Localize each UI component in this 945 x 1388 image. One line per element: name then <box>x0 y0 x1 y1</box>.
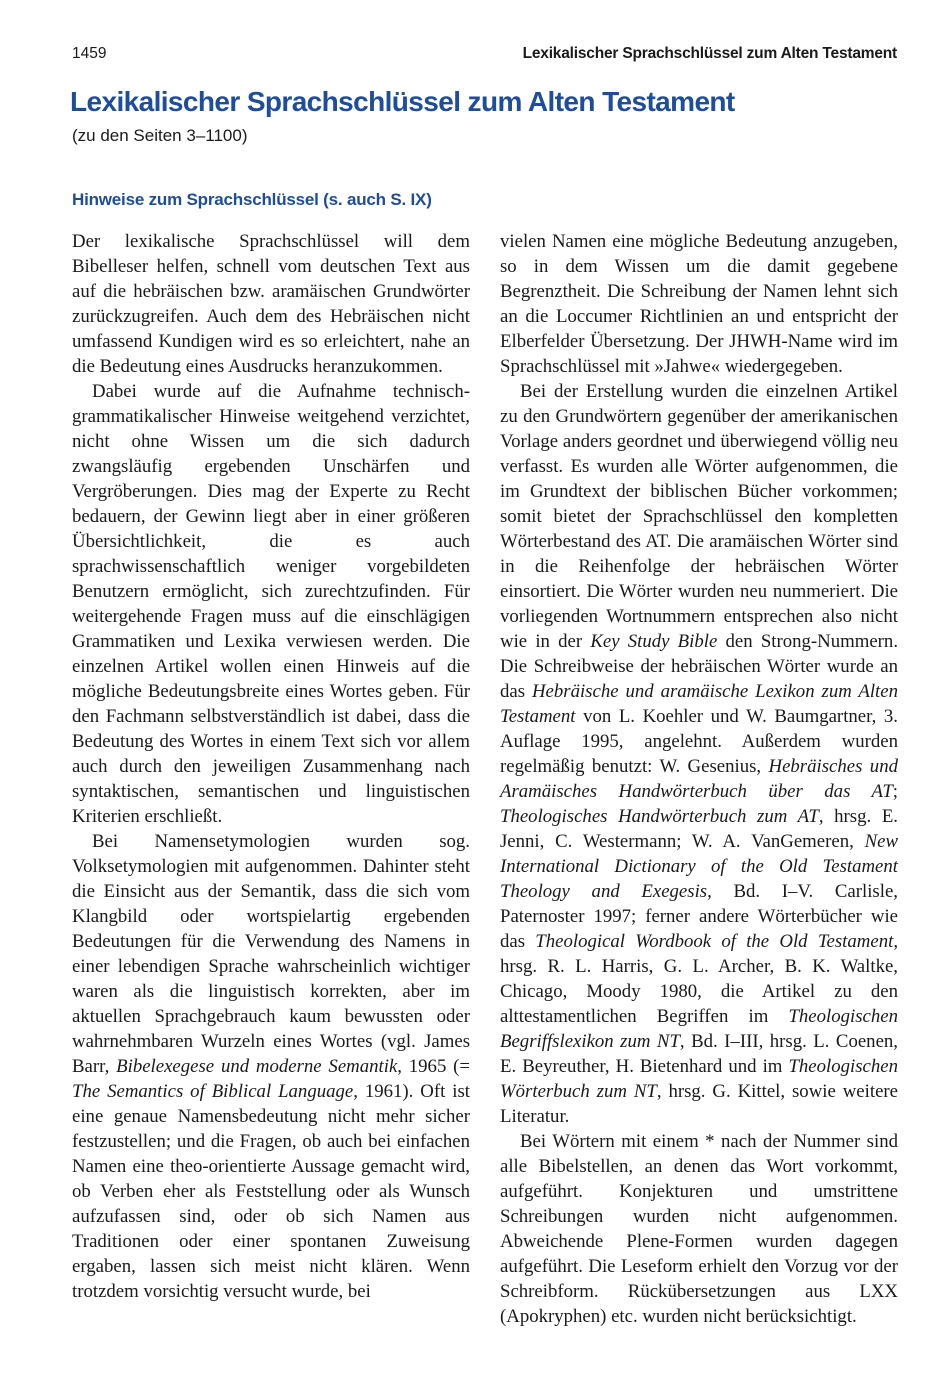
paragraph <box>500 379 898 1129</box>
paragraph: Der lexikalische Sprachschlüssel will dem Bibelleser helfen, schnell vom deutschen Text aus auf die hebräischen bzw. aramäischen Grundwörter zurückzugreifen. Auch dem des Hebräischen nicht umfassend Kundigen wird es so erleichtert, nahe an die Bedeutung eines Ausdrucks heranzukommen. <box>72 231 470 377</box>
page-title: Lexikalischer Sprachschlüssel zum Alten Testament <box>70 86 735 117</box>
paragraph: vielen Namen eine mögliche Bedeutung anzugeben, so in dem Wissen um die damit gegebene Begrenztheit. Die Schreibung der Namen lehnt sich an die Loccumer Richtlinien an und entspricht der Elberfelder Übersetzung. Der JHWH-Name wird im Sprachschlüssel mit »Jahwe« wiedergegeben. <box>500 231 898 377</box>
running-head <box>72 45 897 67</box>
italic-citation: Theologisches Handwörterbuch zum AT <box>500 806 819 827</box>
text-run: , Bd. I–III, hrsg. L. Coenen, E. Beyreuther, H. Bietenhard und im <box>500 1031 898 1077</box>
italic-citation: New International Dictionary of the Old Testament Theology and Exegesis <box>500 831 898 902</box>
running-head-title: Lexikalischer Sprachschlüssel zum Alten Testament <box>522 45 897 62</box>
italic-citation: Theologischen Wörterbuch zum NT <box>500 1056 898 1102</box>
text-run: ; <box>892 781 898 802</box>
paragraph: Dabei wurde auf die Aufnahme technisch-grammatikalischer Hinweise weitgehend verzichtet, nicht ohne Wissen um die sich dadurch zwangsläufig ergebenden Unschärfen und Vergröberungen. Dies mag der Experte zu Recht bedauern, der Gewinn liegt aber in einer größeren Übersichtlichkeit, die es auch sprachwissenschaftlich weniger vorgebildeten Benutzern ermöglicht, sich zurechtzufinden. Für weitergehende Fragen muss auf die einschlägigen Grammatiken und Lexika verwiesen werden. Die einzelnen Artikel wollen einen Hinweis auf die mögliche Bedeutungsbreite eines Wortes geben. Für den Fachmann selbstverständlich ist dabei, dass die Bedeutung des Wortes in einem Text sich vor allem auch durch den jeweiligen Zusammenhang nach syntaktischen, semantischen und linguistischen Kriterien erschließt. <box>72 381 470 827</box>
section-heading: Hinweise zum Sprachschlüssel (s. auch S. IX) <box>72 190 432 209</box>
page-subtitle: (zu den Seiten 3–1100) <box>72 126 248 145</box>
paragraph: Bei Wörtern mit einem * nach der Nummer sind alle Bibelstellen, an denen das Wort vorkommt, aufgeführt. Konjekturen und umstrittene Schreibungen wurden nicht aufgenommen. Abweichende Plene-Formen wurden dagegen aufgeführt. Die Leseform erhielt den Vorzug vor der Schreibform. Rückübersetzungen aus LXX (Apokryphen) etc. wurden nicht berücksichtigt. <box>500 1131 898 1327</box>
text-run: , hrsg. E. Jenni, C. Westermann; W. A. VanGemeren, <box>500 806 898 852</box>
italic-citation: Bibelexegese und moderne Semantik <box>116 1056 398 1077</box>
text-run: den Strong-Nummern. Die Schreibweise der hebräischen Wörter wurde an das <box>500 631 899 702</box>
text-run: von L. Koehler und W. Baumgartner, 3. Auflage 1995, angelehnt. Außerdem wurden regelmäßig benutzt: W. Gesenius, <box>500 706 898 777</box>
text-run: , 1961). Oft ist eine genaue Namensbedeutung nicht mehr sicher festzustellen; und die Fragen, ob auch bei einfachen Namen eine theo-orientierte Aussage gemacht wird, ob Verben eher als Feststellung oder als Wunsch aufzufassen sind, oder ob sich Namen aus Traditionen oder einer spontanen Zuweisung ergaben, lassen sich meist nicht klären. Wenn trotzdem vorsichtig versucht wurde, bei <box>72 1081 470 1302</box>
text-run: , 1965 (= <box>397 1056 470 1077</box>
text-run: , hrsg. G. Kittel, sowie weitere Literatur. <box>500 1081 898 1127</box>
text-run: , hrsg. R. L. Harris, G. L. Archer, B. K. Waltke, Chicago, Moody 1980, die Artikel zu den alttestamentlichen Begriffen im <box>500 931 899 1027</box>
paragraph <box>72 829 470 1304</box>
text-run: , Bd. I–V. Carlisle, Paternoster 1997; ferner andere Wörterbücher wie das <box>500 881 898 952</box>
italic-citation: Key Study Bible <box>590 631 718 652</box>
italic-citation: Hebräische und aramäische Lexikon zum Alten Testament <box>500 681 898 727</box>
right-column <box>500 229 898 1329</box>
italic-citation: Theological Wordbook of the Old Testament <box>535 931 894 952</box>
page-number: 1459 <box>72 45 107 62</box>
italic-citation: Theologischen Begriffslexikon zum NT <box>500 1006 898 1052</box>
italic-citation: The Semantics of Biblical Language <box>72 1081 354 1102</box>
text-run: Bei Namensetymologien wurden sog. Volksetymologien mit aufgenommen. Dahinter steht die Einsicht aus der Semantik, dass die sich vom Klangbild oder wortspielartig ergebenden Bedeutungen für die Verwendung des Namens in einer lebendigen Sprache wahrscheinlich wichtiger waren als die linguistisch korrekten, aber im aktuellen Sprachgebrauch kaum bewussten oder wahrnehmbaren Wurzeln eines Wortes (vgl. James Barr, <box>72 831 470 1077</box>
italic-citation: Hebräisches und Aramäisches Handwörterbuch über das AT <box>500 756 898 802</box>
left-column <box>72 229 470 1304</box>
text-run: Bei der Erstellung wurden die einzelnen Artikel zu den Grundwörtern gegenüber der amerikanischen Vorlage anders geordnet und überwiegend völlig neu verfasst. Es wurden alle Wörter aufgenommen, die im Grundtext der biblischen Bücher vorkommen; somit bietet der Sprachschlüssel den kompletten Wörterbestand des AT. Die aramäischen Wörter sind in die Reihenfolge der hebräischen Wörter einsortiert. Die Wörter wurden neu nummeriert. Die vorliegenden Wortnummern entsprechen also nicht wie in der <box>500 381 898 652</box>
